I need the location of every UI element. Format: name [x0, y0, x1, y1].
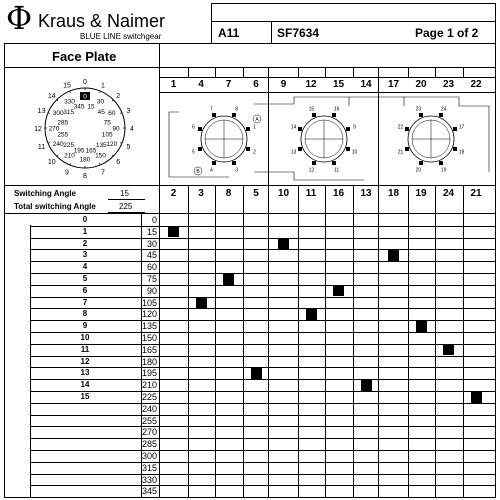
dial-outer-label: 14	[47, 92, 56, 100]
position-angle: 45	[146, 250, 157, 261]
deck-wire	[349, 97, 404, 106]
brand-subtitle: BLUE LINE switchgear	[80, 32, 162, 41]
terminal-label-top: 7	[225, 79, 232, 90]
deck-aux-label: B	[196, 169, 200, 175]
closed-contact-mark	[333, 285, 344, 296]
position-angle: 300	[141, 451, 157, 461]
dial-outer-label: 0	[83, 79, 87, 86]
page-indicator: Page 1 of 2	[415, 26, 479, 40]
dial-tick	[100, 163, 101, 165]
position-angle: 345	[141, 486, 157, 497]
terminal-label-bottom: 24	[442, 188, 455, 199]
terminal-label-top: 9	[280, 79, 287, 90]
terminal-label-bottom: 8	[225, 188, 232, 199]
position-angle: 240	[141, 403, 157, 414]
deck-terminal-label: 5	[192, 149, 195, 156]
position-angle: 255	[141, 415, 157, 426]
deck-terminal	[232, 161, 236, 165]
closed-contact-mark	[251, 368, 262, 379]
terminal-label-bottom: 21	[470, 188, 482, 199]
terminal-label-bottom: 3	[198, 188, 204, 199]
position-angle: 150	[141, 333, 157, 343]
dial-marker-label: 0	[83, 93, 87, 101]
deck-aux-label: A	[255, 117, 259, 123]
terminal-label-top: 4	[198, 79, 204, 90]
deck-terminal-label: 10	[351, 149, 358, 156]
dial-outer-label: 5	[126, 143, 131, 151]
total-switching-angle-value: 225	[119, 202, 133, 211]
position-angle: 135	[141, 321, 157, 332]
dial-inner-label: 30	[96, 98, 105, 106]
closed-contact-mark	[306, 309, 317, 320]
dial-inner-label: 120	[106, 141, 118, 148]
dial-inner-label: 45	[97, 109, 105, 117]
dial-inner-label: 300	[52, 110, 64, 117]
dial-outer-label: 4	[130, 126, 134, 133]
position-angle: 195	[141, 368, 157, 379]
deck-terminal	[312, 161, 316, 165]
deck-terminal	[419, 161, 423, 165]
position-angle: 30	[146, 238, 157, 249]
deck-terminal	[212, 161, 216, 165]
deck-wire	[254, 97, 349, 106]
deck-terminal	[419, 113, 423, 117]
dial-outer-label: 9	[65, 169, 69, 177]
deck-terminal-label: 7	[209, 106, 213, 113]
dial-outer-label: 7	[101, 169, 105, 177]
closed-contact-mark	[223, 274, 234, 285]
position-angle: 15	[146, 226, 157, 237]
closed-contact-mark	[443, 344, 454, 355]
position-angle: 285	[141, 439, 157, 450]
terminal-label-top: 12	[305, 79, 317, 90]
deck-terminal-label: 4	[209, 167, 213, 174]
deck-terminal-label: 20	[415, 167, 422, 174]
deck-terminal-label: 9	[353, 124, 356, 131]
terminal-label-bottom: 18	[387, 188, 400, 199]
position-label: 3	[82, 250, 88, 260]
position-angle: 90	[146, 285, 157, 296]
deck-terminal-label: 14	[290, 124, 297, 131]
switching-angle-label: Switching Angle	[14, 189, 76, 198]
position-angle: 120	[141, 309, 157, 320]
dial-inner-label: 345	[73, 103, 85, 111]
position-angle: 105	[141, 297, 157, 308]
dial-outer-label: 10	[47, 159, 56, 167]
deck-terminal-label: 12	[308, 167, 315, 174]
position-label: 9	[82, 321, 88, 331]
dial-inner-label: 210	[64, 152, 75, 160]
dial-inner-label: 105	[101, 131, 113, 139]
dial-inner-label: 225	[63, 141, 75, 149]
dial-tick	[120, 143, 122, 144]
closed-contact-mark	[196, 297, 207, 308]
dial-outer-label: 13	[37, 108, 46, 116]
deck-terminal	[332, 113, 336, 117]
dial-inner-label: 315	[63, 109, 75, 117]
position-label: 5	[82, 274, 88, 283]
dial-tick	[48, 143, 50, 144]
face-plate-dial	[10, 70, 155, 180]
total-switching-angle-label: Total switching Angle	[14, 202, 96, 211]
deck-terminal	[439, 113, 443, 117]
dial-inner-label: 150	[95, 152, 106, 160]
dial-tick	[70, 91, 71, 93]
terminal-label-bottom: 5	[253, 188, 259, 199]
position-angle: 165	[141, 344, 157, 355]
position-label: 8	[82, 309, 88, 319]
terminal-label-bottom: 2	[170, 188, 177, 199]
position-label: 15	[80, 392, 90, 401]
deck-terminal-label: 17	[458, 124, 465, 131]
position-label: 14	[80, 380, 90, 390]
deck-terminal	[298, 127, 302, 131]
deck-terminal-label: 15	[308, 106, 315, 113]
dial-outer-label: 2	[116, 92, 121, 100]
deck-terminal	[453, 147, 457, 151]
terminal-label-bottom: 11	[305, 188, 317, 199]
deck-terminal-label: 21	[397, 149, 404, 156]
deck-terminal	[405, 147, 409, 151]
deck-terminal	[246, 127, 250, 131]
dial-inner-label: 90	[112, 125, 120, 133]
deck-terminal-label: 23	[415, 106, 422, 113]
deck-terminal	[346, 127, 350, 131]
deck-terminal	[246, 147, 250, 151]
contact-decks-diagram	[159, 92, 496, 185]
position-angle: 225	[141, 392, 157, 402]
position-label: 11	[80, 344, 90, 354]
deck-terminal	[198, 147, 202, 151]
position-angle: 60	[146, 262, 157, 273]
terminal-label-bottom: 16	[332, 188, 345, 199]
position-angle: 180	[141, 356, 157, 367]
dial-inner-label: 135	[95, 141, 107, 149]
deck-terminal	[232, 113, 236, 117]
brand-name: Kraus & Naimer	[38, 11, 166, 31]
dial-tick	[57, 100, 58, 101]
deck-terminal-label: 3	[235, 167, 239, 174]
closed-contact-mark	[361, 380, 372, 391]
dial-tick	[100, 91, 101, 93]
terminal-label-bottom: 10	[277, 188, 290, 199]
deck-terminal-label: 6	[192, 124, 195, 131]
terminal-label-top: 17	[387, 79, 400, 90]
position-label: 7	[82, 297, 88, 307]
position-angle: 270	[141, 427, 157, 438]
deck-terminal	[198, 127, 202, 131]
position-angle: 210	[141, 380, 157, 391]
deck-terminal-label: 19	[440, 167, 447, 174]
terminal-label-bottom: 13	[360, 188, 372, 199]
dial-outer-label: 11	[37, 143, 46, 151]
position-angle: 75	[146, 274, 157, 284]
position-label: 2	[82, 238, 88, 248]
closed-contact-mark	[388, 250, 399, 261]
terminal-label-top: 1	[170, 79, 177, 90]
deck-terminal-label: 8	[235, 106, 239, 113]
code-label: A11	[218, 26, 240, 40]
position-angle: 315	[141, 462, 157, 473]
deck-terminal	[439, 161, 443, 165]
position-angle: 0	[151, 215, 157, 225]
position-label: 13	[80, 368, 90, 378]
dial-inner-label: 180	[79, 156, 91, 164]
dial-outer-label: 8	[83, 173, 87, 180]
deck-terminal-label: 22	[397, 124, 404, 131]
position-label: 1	[82, 226, 88, 236]
terminal-label-top: 6	[253, 79, 259, 90]
dial-tick	[57, 155, 58, 156]
deck-terminal	[405, 127, 409, 131]
dial-outer-label: 15	[63, 82, 71, 90]
terminal-label-bottom: 19	[415, 188, 427, 199]
dial-inner-label: 165	[85, 147, 97, 155]
dial-tick	[120, 113, 122, 114]
closed-contact-mark	[471, 392, 482, 403]
dial-inner-label: 240	[52, 141, 64, 148]
dial-tick	[70, 163, 71, 165]
position-label: 10	[80, 333, 90, 342]
deck-terminal-label: 24	[440, 106, 447, 113]
deck-terminal	[453, 127, 457, 131]
face-plate-title: Face Plate	[52, 49, 117, 64]
dial-outer-label: 3	[126, 108, 131, 116]
dial-inner-label: 195	[73, 147, 85, 155]
dial-inner-label: 15	[87, 103, 95, 111]
dial-outer-label: 12	[34, 126, 42, 133]
terminal-label-top: 14	[360, 79, 372, 90]
switching-angle-value: 15	[120, 189, 129, 198]
closed-contact-mark	[168, 226, 179, 237]
dial-outer-label: 1	[101, 82, 105, 90]
terminal-label-top: 23	[442, 79, 455, 90]
deck-terminal-label: 13	[290, 149, 297, 156]
deck-terminal	[212, 113, 216, 117]
logo-symbol: Φ	[6, 0, 33, 37]
deck-terminal	[346, 147, 350, 151]
deck-terminal-label: 11	[334, 167, 340, 174]
terminal-label-top: 22	[470, 79, 482, 90]
dial-inner-label: 330	[64, 98, 75, 106]
deck-terminal	[332, 161, 336, 165]
dial-inner-label: 285	[57, 119, 69, 127]
dial-tick	[48, 113, 50, 114]
position-label: 6	[82, 285, 88, 295]
deck-terminal-label: 16	[333, 106, 340, 113]
deck-terminal	[312, 113, 316, 117]
position-angle: 330	[141, 474, 157, 485]
dial-inner-label: 255	[57, 131, 69, 139]
position-label: 12	[80, 356, 90, 366]
dial-tick	[112, 155, 113, 156]
deck-terminal-label: 1	[253, 124, 256, 131]
deck-terminal-label: 18	[458, 149, 465, 156]
deck-terminal	[298, 147, 302, 151]
diagram-number: SF7634	[277, 26, 320, 40]
closed-contact-mark	[278, 238, 289, 249]
closed-contact-mark	[416, 321, 427, 332]
deck-terminal-label: 2	[253, 149, 256, 156]
terminal-label-top: 15	[332, 79, 345, 90]
position-label: 0	[82, 215, 88, 224]
position-label: 4	[82, 262, 88, 272]
dial-tick	[112, 100, 113, 101]
dial-inner-label: 270	[48, 125, 60, 133]
terminal-label-top: 20	[415, 79, 427, 90]
dial-outer-label: 6	[116, 159, 121, 167]
dial-inner-label: 60	[108, 110, 116, 117]
dial-inner-label: 75	[103, 119, 111, 127]
